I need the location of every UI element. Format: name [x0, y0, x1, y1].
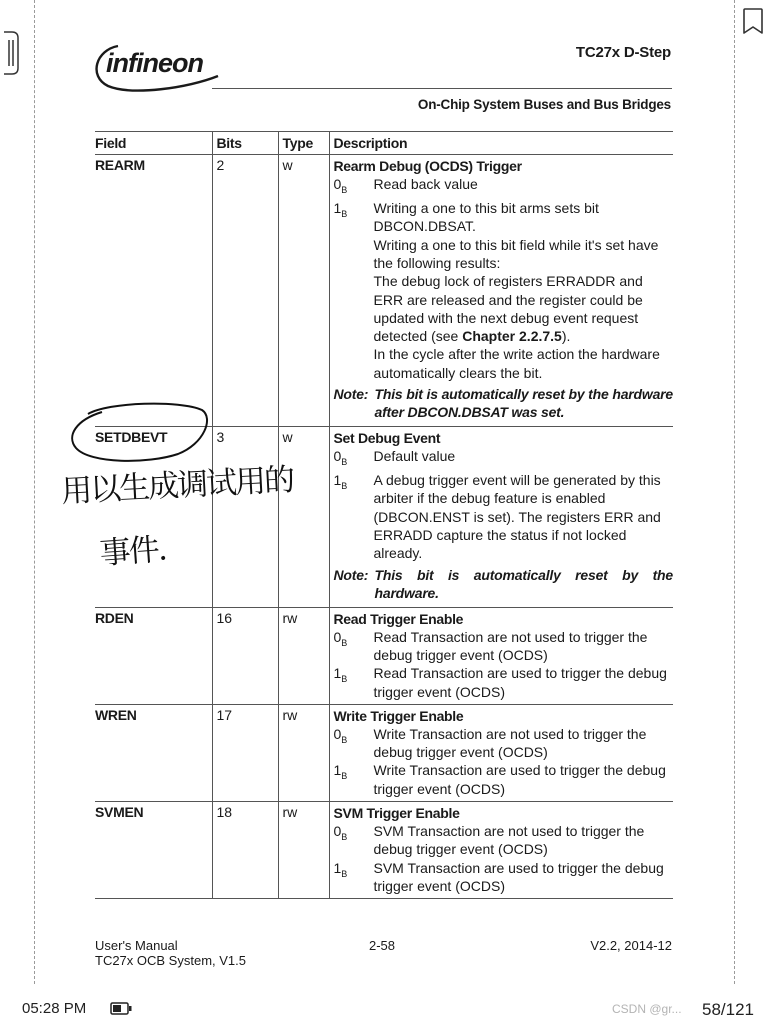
value-code: $1_B$: [333, 200, 348, 219]
drag-handle-icon[interactable]: [2, 30, 20, 76]
footer-manual-info: [95, 938, 246, 968]
field-type: rw: [278, 704, 329, 801]
field-name: RDEN: [95, 609, 134, 626]
field-bits: 18: [212, 802, 278, 899]
field-bits: 3: [212, 427, 278, 608]
status-bar: [0, 990, 768, 1024]
note: [334, 566, 674, 604]
register-field-table: [95, 131, 673, 899]
value-entry: [334, 471, 674, 562]
description-title: Set Debug Event: [333, 430, 441, 447]
note-text: This bit is automatically reset by the hardware after DBCON.DBSAT was set.: [374, 386, 673, 421]
column-header-bits: Bits: [212, 132, 278, 155]
value-entry: [334, 725, 674, 762]
description-title: Read Trigger Enable: [333, 610, 464, 627]
value-code: $1_B$: [333, 859, 348, 879]
value-text: A debug trigger event will be generated by this arbiter if the debug feature is enabled (DBCON.ENST is set). The registers ERR and ERRADD capture the status if not locked already.: [373, 472, 661, 562]
note-text: This bit is automatically reset by the hardware.: [374, 566, 673, 601]
logo-wordmark: infineon: [106, 48, 203, 78]
value-code: $1_B$: [333, 762, 348, 782]
field-type: w: [278, 427, 329, 608]
description-title: Write Trigger Enable: [333, 707, 464, 724]
field-type: rw: [278, 607, 329, 704]
footer-subtitle: TC27x OCB System, V1.5: [95, 953, 246, 968]
value-text: SVM Transaction are not used to trigger the debug trigger event (OCDS): [373, 823, 645, 858]
handwritten-note-line2: 事件.: [98, 531, 167, 572]
section-title: On-Chip System Buses and Bus Bridges: [417, 97, 671, 112]
description-title: SVM Trigger Enable: [333, 805, 460, 822]
value-entry: [334, 761, 674, 798]
value-code: $0_B$: [333, 628, 348, 648]
column-header-description: Description: [329, 132, 673, 155]
footer-page-number: 2-58: [369, 938, 396, 953]
bookmark-icon[interactable]: [741, 6, 765, 36]
value-paragraph: Writing a one to this bit arms sets bit DBCON.DBSAT.: [373, 200, 599, 235]
footer-manual: User's Manual: [95, 938, 178, 953]
field-name: SETDBEVT: [95, 429, 168, 446]
value-paragraph: The debug lock of registers ERRADDR and ERR are released and the register could be updated with the next debug event request detected (see Chapter 2.2.7.5).: [373, 273, 643, 345]
value-code: $1_B$: [333, 472, 348, 491]
value-paragraph: Writing a one to this bit field while it's set have the following results:: [373, 236, 659, 271]
left-margin-guide: [34, 0, 35, 984]
footer-version: V2.2, 2014-12: [590, 938, 672, 953]
handwritten-note-line1: 用以生成调试用的: [60, 461, 294, 510]
table-row: [95, 704, 673, 801]
value-text: SVM Transaction are used to trigger the debug trigger event (OCDS): [373, 859, 664, 894]
table-row: [95, 607, 673, 704]
field-bits: 2: [212, 155, 278, 427]
table-header-row: [95, 132, 673, 155]
value-entry: [334, 859, 674, 896]
field-bits: 17: [212, 704, 278, 801]
value-entry: [334, 822, 674, 859]
value-text: [374, 199, 674, 382]
value-text: Read Transaction are used to trigger the debug trigger event (OCDS): [373, 665, 667, 700]
field-description: [329, 155, 673, 427]
table-row: [95, 155, 673, 427]
field-name: WREN: [95, 706, 137, 723]
chapter-reference[interactable]: Chapter 2.2.7.5: [462, 328, 562, 345]
note-label: Note:: [333, 566, 369, 583]
field-description: [329, 427, 673, 608]
value-code: $1_B$: [333, 665, 348, 685]
column-header-field: Field: [95, 132, 212, 155]
value-entry: [334, 199, 674, 382]
battery-icon: [110, 1002, 132, 1015]
field-type: rw: [278, 802, 329, 899]
value-code: $0_B$: [333, 725, 348, 745]
document-title: TC27x D-Step: [575, 44, 671, 61]
note-label: Note:: [333, 386, 369, 403]
value-entry: [334, 628, 674, 665]
field-name: REARM: [95, 157, 145, 173]
value-entry: [334, 175, 674, 199]
header-divider: [212, 88, 672, 89]
value-code: $0_B$: [333, 823, 348, 842]
value-paragraph: In the cycle after the write action the hardware automatically clears the bit.: [373, 346, 660, 381]
table-row: [95, 802, 673, 899]
value-text: Write Transaction are used to trigger the debug trigger event (OCDS): [373, 762, 666, 797]
note: [334, 385, 674, 423]
field-description: [329, 802, 673, 899]
infineon-logo: [92, 36, 222, 92]
status-time: 05:28 PM: [22, 1000, 87, 1017]
watermark: CSDN @gr...: [612, 1002, 682, 1016]
right-margin-guide: [734, 0, 735, 984]
field-name: SVMEN: [95, 804, 144, 821]
value-text: Read back value: [373, 176, 478, 192]
field-description: [329, 607, 673, 704]
value-code: $0_B$: [333, 448, 348, 467]
value-text: Default value: [373, 448, 456, 465]
field-type: w: [278, 155, 329, 427]
field-description: [329, 704, 673, 801]
handwritten-circle: [68, 400, 210, 466]
value-code: $0_B$: [333, 176, 348, 195]
value-text: Write Transaction are not used to trigger the debug trigger event (OCDS): [373, 725, 647, 761]
column-header-type: Type: [278, 132, 329, 155]
value-entry: [334, 664, 674, 701]
page-counter[interactable]: 58/121: [702, 1000, 754, 1019]
description-title: Rearm Debug (OCDS) Trigger: [333, 158, 522, 174]
field-bits: 16: [212, 607, 278, 704]
value-entry: [334, 447, 674, 471]
value-text: Read Transaction are not used to trigger the debug trigger event (OCDS): [373, 628, 648, 663]
